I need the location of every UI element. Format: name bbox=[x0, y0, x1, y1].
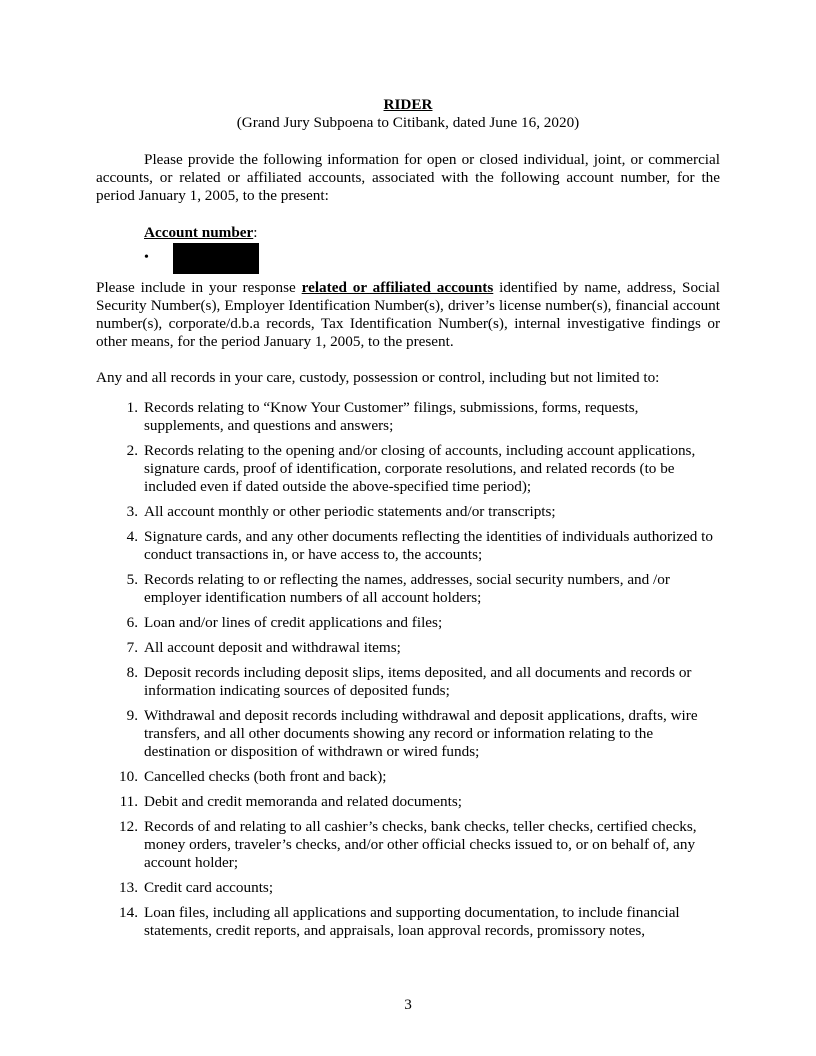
list-item-number: 11. bbox=[119, 793, 138, 811]
list-item-number: 10. bbox=[119, 768, 138, 786]
list-item-number: 14. bbox=[119, 904, 138, 922]
list-item-text: All account deposit and withdrawal items; bbox=[144, 639, 401, 657]
list-item-number: 3. bbox=[126, 503, 138, 521]
records-intro: Any and all records in your care, custody, possession or control, including but not limited to: bbox=[96, 369, 660, 387]
list-item bbox=[96, 639, 719, 657]
list-item-text: Debit and credit memoranda and related documents; bbox=[144, 793, 462, 811]
list-item-number: 9. bbox=[126, 707, 138, 725]
list-item bbox=[96, 442, 719, 496]
list-item-number: 13. bbox=[119, 879, 138, 897]
list-item bbox=[96, 399, 719, 435]
list-item-number: 2. bbox=[126, 442, 138, 460]
account-number-label: Account number bbox=[144, 223, 254, 241]
redaction-box bbox=[173, 243, 259, 274]
list-item-number: 12. bbox=[119, 818, 138, 836]
list-item-number: 7. bbox=[126, 639, 138, 657]
account-number-heading bbox=[144, 224, 720, 242]
list-item-number: 8. bbox=[126, 664, 138, 682]
related-prefix: Please include in your response bbox=[96, 278, 302, 296]
list-item-text: Records relating to or reflecting the names, addresses, social security numbers, and /or employer identification numbers of all account holders; bbox=[144, 571, 670, 607]
list-item-text: All account monthly or other periodic statements and/or transcripts; bbox=[144, 503, 556, 521]
list-item-text: Loan files, including all applications and supporting documentation, to include financial statements, credit reports, and appraisals, loan approval records, promissory notes, bbox=[144, 904, 680, 940]
list-item-text: Records of and relating to all cashier’s checks, bank checks, teller checks, certified checks, money orders, traveler’s checks, and/or other official checks issued to, or on behalf of, any account holder; bbox=[144, 818, 697, 872]
account-number-colon: : bbox=[253, 223, 258, 241]
records-list bbox=[96, 399, 720, 940]
list-item-text: Records relating to “Know Your Customer” filings, submissions, forms, requests, supplements, and questions and answers; bbox=[144, 399, 639, 435]
list-item bbox=[96, 768, 719, 786]
document-subtitle: (Grand Jury Subpoena to Citibank, dated June 16, 2020) bbox=[236, 114, 580, 131]
list-item bbox=[96, 818, 719, 872]
document-title: RIDER bbox=[383, 96, 433, 113]
page-number: 3 bbox=[404, 996, 412, 1013]
bullet-icon: • bbox=[144, 249, 149, 265]
intro-paragraph: Please provide the following information for open or closed individual, joint, or commercial accounts, or related or affiliated accounts, associated with the following account number, for the period January 1, 2005, to the present: bbox=[96, 151, 720, 205]
related-accounts-paragraph bbox=[96, 279, 720, 352]
list-item-text: Deposit records including deposit slips, items deposited, and all documents and records or information indicating sources of deposited funds; bbox=[144, 664, 692, 700]
list-item-text: Withdrawal and deposit records including withdrawal and deposit applications, drafts, wire transfers, and all other documents showing any record or information relating to the destination or disposition of withdrawn or wired funds; bbox=[144, 707, 698, 761]
account-number-bullet bbox=[144, 242, 720, 276]
list-item bbox=[96, 904, 719, 940]
related-emphasis: related or affiliated accounts bbox=[301, 278, 494, 296]
list-item-text: Signature cards, and any other documents reflecting the identities of individuals authorized to conduct transactions in, or have access to, the accounts; bbox=[144, 528, 713, 564]
list-item-number: 6. bbox=[126, 614, 138, 632]
list-item bbox=[96, 793, 719, 811]
list-item bbox=[96, 664, 719, 700]
list-item-number: 4. bbox=[126, 528, 138, 546]
list-item bbox=[96, 707, 719, 761]
list-item bbox=[96, 879, 719, 897]
list-item bbox=[96, 614, 719, 632]
document-page bbox=[96, 96, 720, 947]
list-item-text: Loan and/or lines of credit applications and files; bbox=[144, 614, 443, 632]
list-item-text: Cancelled checks (both front and back); bbox=[144, 768, 387, 786]
list-item bbox=[96, 528, 719, 564]
list-item-number: 1. bbox=[126, 399, 138, 417]
list-item-text: Records relating to the opening and/or closing of accounts, including account applications, signature cards, proof of identification, corporate resolutions, and related records (to be included even if dated outside the above-specified time period); bbox=[144, 442, 696, 496]
list-item bbox=[96, 571, 719, 607]
list-item-text: Credit card accounts; bbox=[144, 879, 274, 897]
list-item-number: 5. bbox=[126, 571, 138, 589]
related-suffix: identified by name, address, Social Security Number(s), Employer Identification Number(s), driver’s license number(s), financial account number(s), corporate/d.b.a records, Tax Identification Number(s), internal investigative findings or other means, for the period January 1, 2005, to the present. bbox=[96, 278, 720, 351]
list-item bbox=[96, 503, 719, 521]
